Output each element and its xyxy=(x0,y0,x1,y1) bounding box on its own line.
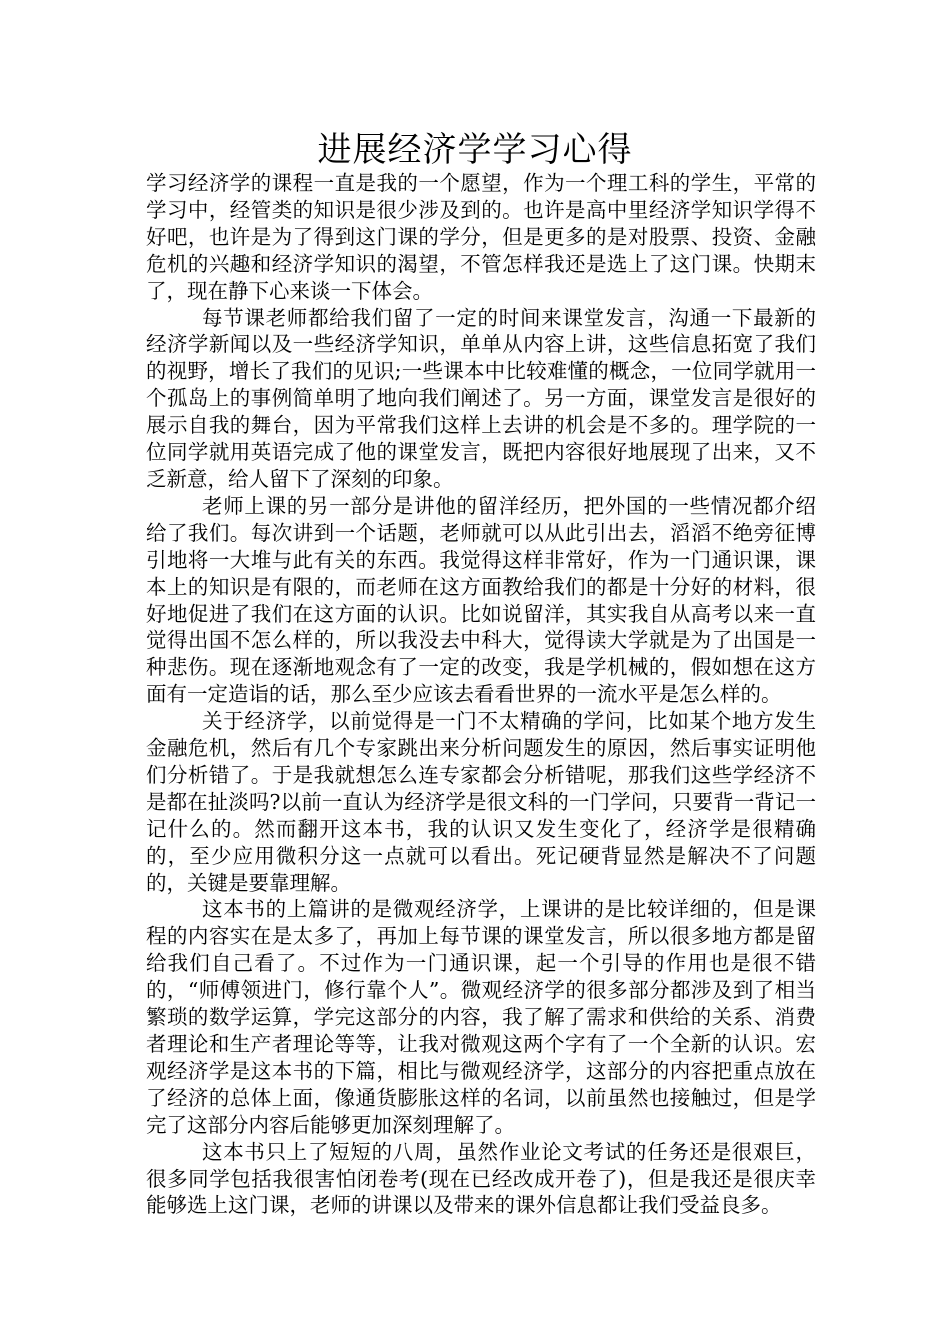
document-title: 进展经济学学习心得 xyxy=(317,130,633,170)
paragraph-conclusion: 这本书只上了短短的八周，虽然作业论文考试的任务还是很艰巨，很多同学包括我很害怕闭卷考(现在已经改成开卷了)，但是我还是很庆幸能够选上这门课，老师的讲课以及带来的课外信息都让我们受益良多。 xyxy=(146,1139,816,1218)
paragraph-class-speech: 每节课老师都给我们留了一定的时间来课堂发言，沟通一下最新的经济学新闻以及一些经济学知识，单单从内容上讲，这些信息拓宽了我们的视野，增长了我们的见识;一些课本中比较难懂的概念，一位同学就用一个孤岛上的事例简单明了地向我们阐述了。另一方面，课堂发言是很好的展示自我的舞台，因为平常我们这样上去讲的机会是不多的。理学院的一位同学就用英语完成了他的课堂发言，既把内容很好地展现了出来，又不乏新意，给人留下了深刻的印象。 xyxy=(146,305,816,491)
paragraph-micro-macro: 这本书的上篇讲的是微观经济学，上课讲的是比较详细的，但是课程的内容实在是太多了，再加上每节课的课堂发言，所以很多地方都是留给我们自己看了。不过作为一门通识课，起一个引导的作用也是很不错的，“师傅领进门，修行靠个人”。微观经济学的很多部分都涉及到了相当繁琐的数学运算，学完这部分的内容，我了解了需求和供给的关系、消费者理论和生产者理论等等，让我对微观这两个字有了一个全新的认识。宏观经济学是这本书的下篇，相比与微观经济学，这部分的内容把重点放在了经济的总体上面，像通货膨胀这样的名词，以前虽然也接触过，但是学完了这部分内容后能够更加深刻理解了。 xyxy=(146,897,816,1137)
paragraph-about-economics: 关于经济学，以前觉得是一门不太精确的学问，比如某个地方发生金融危机，然后有几个专家跳出来分析问题发生的原因，然后事实证明他们分析错了。于是我就想怎么连专家都会分析错呢，那我们这些学经济不是都在扯淡吗?以前一直认为经济学是很文科的一门学问，只要背一背记一记什么的。然而翻开这本书，我的认识又发生变化了，经济学是很精确的，至少应用微积分这一点就可以看出。死记硬背显然是解决不了问题的，关键是要靠理解。 xyxy=(146,709,816,895)
document-body xyxy=(146,170,816,1219)
paragraph-teacher-experience: 老师上课的另一部分是讲他的留洋经历，把外国的一些情况都介绍给了我们。每次讲到一个话题，老师就可以从此引出去，滔滔不绝旁征博引地将一大堆与此有关的东西。我觉得这样非常好，作为一门通识课，课本上的知识是有限的，而老师在这方面教给我们的都是十分好的材料，很好地促进了我们在这方面的认识。比如说留洋，其实我自从高考以来一直觉得出国不怎么样的，所以我没去中科大，觉得读大学就是为了出国是一种悲伤。现在逐渐地观念有了一定的改变，我是学机械的，假如想在这方面有一定造诣的话，那么至少应该去看看世界的一流水平是怎么样的。 xyxy=(146,493,816,707)
paragraph-intro: 学习经济学的课程一直是我的一个愿望，作为一个理工科的学生，平常的学习中，经管类的知识是很少涉及到的。也许是高中里经济学知识学得不好吧，也许是为了得到这门课的学分，但是更多的是对股票、投资、金融危机的兴趣和经济学知识的渴望，不管怎样我还是选上了这门课。快期末了，现在静下心来谈一下体会。 xyxy=(146,171,816,303)
